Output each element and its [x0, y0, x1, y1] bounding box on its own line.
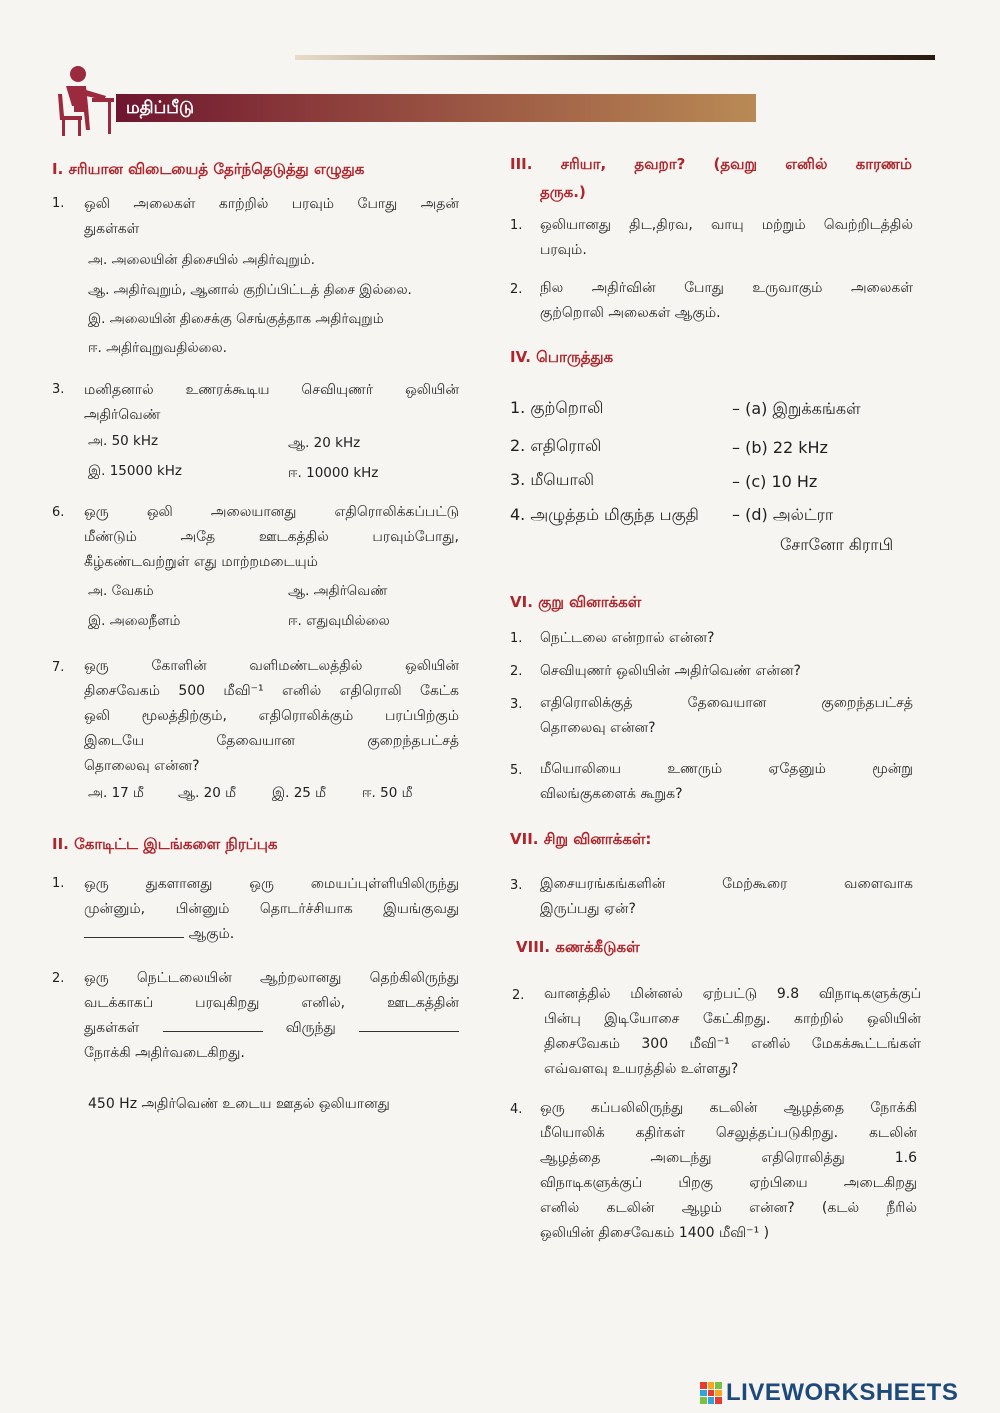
fill-q2-blank-1[interactable] — [163, 1019, 263, 1032]
short-q2-text: செவியுணர் ஒலியின் அதிர்வெண் என்ன? — [540, 663, 801, 679]
liveworksheets-watermark — [700, 1378, 958, 1408]
top-rule — [295, 55, 935, 60]
short-q3-text: எதிரொலிக்குத் தேவையான குறைந்தபட்சத் தொலைவு என்ன? — [540, 695, 913, 736]
q3-option-b[interactable]: ஆ. 20 kHz — [288, 435, 361, 451]
calc-q2-number: 2. — [512, 988, 525, 1003]
section1-heading: I. சரியான விடையைத் தேர்ந்தெடுத்து எழுதுக — [52, 160, 365, 178]
calc-q2-text: வானத்தில் மின்னல் ஏற்பட்டு 9.8 விநாடிகளுக்குப் பின்பு இடியோசை கேட்கிறது. காற்றில் ஒலியின் திசைவேகம் 300 மீவி⁻¹ எனில் மேகக்கூட்டங்கள் எவ்வளவு உயரத்தில் உள்ளது? — [544, 986, 921, 1077]
banner-title: மதிப்பீடு — [126, 98, 195, 118]
q3-number: 3. — [52, 382, 65, 397]
fill-q1-blank[interactable] — [84, 925, 184, 938]
short-q1-text: நெட்டலை என்றால் என்ன? — [540, 630, 715, 646]
q3-option-c[interactable]: இ. 15000 kHz — [88, 463, 183, 479]
brief-q3-text: இசையரங்கங்களின் மேற்கூரை வளைவாக இருப்பது ஏன்? — [540, 876, 913, 917]
fill-q3-text: 450 Hz அதிர்வெண் உடைய ஊதல் ஒலியானது — [88, 1096, 390, 1112]
q6-option-d[interactable]: ஈ. எதுவுமில்லை — [288, 613, 390, 629]
section6-heading: VI. குறு வினாக்கள் — [510, 593, 642, 611]
q1-option-a[interactable]: அ. அலையின் திசையில் அதிர்வுறும். — [88, 252, 315, 268]
tf-q2-text: நில அதிர்வின் போது உருவாகும் அலைகள் குற்றொலி அலைகள் ஆகும். — [540, 280, 913, 321]
q1-text: ஒலி அலைகள் காற்றில் பரவும் போது அதன் துகள்கள் — [84, 196, 459, 237]
q1-option-b[interactable]: ஆ. அதிர்வுறும், ஆனால் குறிப்பிட்டத் திசை இல்லை. — [88, 282, 412, 298]
short-q5-text: மீயொலியை உணரும் ஏதேனும் மூன்று விலங்குகளைக் கூறுக? — [540, 761, 913, 802]
q1-option-c[interactable]: இ. அலையின் திசைக்கு செங்குத்தாக அதிர்வுறும் — [88, 311, 384, 327]
match-right-3[interactable]: – (c) 10 Hz — [732, 472, 818, 491]
fill-q2-number: 2. — [52, 971, 65, 986]
student-desk-icon — [52, 64, 116, 136]
calc-q4-text: ஒரு கப்பலிலிருந்து கடலின் ஆழத்தை நோக்கி மீயொலிக் கதிர்கள் செலுத்தப்படுகிறது. கடலின் ஆழத்தை அடைந்து எதிரொலித்து 1.6 விநாடிகளுக்குப் பிறகு ஏற்பியை அடைகிறது எனில் கடலின் ஆழம் என்ன? (கடல் நீரில் ஒலியின் திசைவேகம் 1400 மீவி⁻¹ ) — [540, 1100, 917, 1241]
brief-q3-number: 3. — [510, 878, 523, 893]
match-right-1[interactable]: – (a) இறுக்கங்கள் — [732, 399, 861, 418]
tf-q2-number: 2. — [510, 282, 523, 297]
q7-option-b[interactable]: ஆ. 20 மீ — [178, 785, 237, 801]
q3-option-a[interactable]: அ. 50 kHz — [88, 433, 159, 449]
q3-option-d[interactable]: ஈ. 10000 kHz — [288, 465, 379, 481]
match-left-1[interactable]: 1. குற்றொலி — [510, 398, 604, 417]
section8-heading: VIII. கணக்கீடுகள் — [516, 938, 640, 956]
short-q2-number: 2. — [510, 664, 523, 679]
match-left-2[interactable]: 2. எதிரொலி — [510, 436, 602, 455]
tf-q1-number: 1. — [510, 218, 523, 233]
q6-option-a[interactable]: அ. வேகம் — [88, 583, 154, 599]
short-q1-number: 1. — [510, 631, 523, 646]
calc-q4-number: 4. — [510, 1102, 523, 1117]
tf-q1-text: ஒலியானது திட,திரவ, வாயு மற்றும் வெற்றிடத்தில் பரவும். — [540, 217, 913, 258]
match-right-2[interactable]: – (b) 22 kHz — [732, 438, 828, 457]
match-left-4[interactable]: 4. அழுத்தம் மிகுந்த பகுதி — [510, 505, 699, 524]
q1-number: 1. — [52, 196, 65, 211]
q7-option-d[interactable]: ஈ. 50 மீ — [362, 785, 413, 801]
q7-number: 7. — [52, 660, 65, 675]
q6-number: 6. — [52, 505, 65, 520]
fill-q2-blank-2[interactable] — [359, 1019, 459, 1032]
match-left-3[interactable]: 3. மீயொலி — [510, 470, 595, 489]
section4-heading: IV. பொருத்துக — [510, 348, 614, 366]
q7-option-a[interactable]: அ. 17 மீ — [88, 785, 144, 801]
q7-option-c[interactable]: இ. 25 மீ — [272, 785, 327, 801]
match-right-4-cont: சோனோ கிராபி — [780, 535, 894, 554]
banner-bar — [116, 94, 756, 122]
section2-heading: II. கோடிட்ட இடங்களை நிரப்புக — [52, 835, 278, 853]
section7-heading: VII. சிறு வினாக்கள்: — [510, 830, 652, 848]
match-right-4[interactable]: – (d) அல்ட்ரா — [732, 505, 834, 524]
q6-option-c[interactable]: இ. அலைநீளம் — [88, 613, 181, 629]
liveworksheets-logo-icon — [700, 1382, 722, 1404]
q1-option-d[interactable]: ஈ. அதிர்வுறுவதில்லை. — [88, 340, 227, 356]
q3-text: மனிதனால் உணரக்கூடிய செவியுணர் ஒலியின் அதிர்வெண் — [84, 382, 459, 423]
q7-text: ஒரு கோளின் வளிமண்டலத்தில் ஒலியின் திசைவேகம் 500 மீவி⁻¹ எனில் எதிரொலி கேட்க ஒலி மூலத்திற்கும், எதிரொலிக்கும் பரப்பிற்கும் இடையே தேவையான குறைந்தபட்சத் தொலைவு என்ன? — [84, 658, 459, 774]
short-q3-number: 3. — [510, 697, 523, 712]
fill-q2-text: ஒரு நெட்டலையின் ஆற்றலானது தெற்கிலிருந்து வடக்காகப் பரவுகிறது எனில், ஊடகத்தின் துகள்கள் விருந்து நோக்கி அதிர்வடைகிறது. — [84, 970, 459, 1061]
q6-text: ஒரு ஒலி அலையானது எதிரொலிக்கப்பட்டு மீண்டும் அதே ஊடகத்தில் பரவும்போது, கீழ்கண்டவற்றுள் எது மாற்றமடையும் — [84, 504, 459, 570]
watermark-text: LIVEWORKSHEETS — [726, 1379, 959, 1406]
fill-q1-number: 1. — [52, 876, 65, 891]
q6-option-b[interactable]: ஆ. அதிர்வெண் — [288, 583, 388, 599]
short-q5-number: 5. — [510, 763, 523, 778]
fill-q1-text: ஒரு துகளானது ஒரு மையப்புள்ளியிலிருந்து முன்னும், பின்னும் தொடர்ச்சியாக இயங்குவது ஆகும். — [84, 876, 459, 942]
section3-heading: III. சரியா, தவறா? (தவறு எனில் காரணம் தருக.) — [510, 155, 912, 201]
